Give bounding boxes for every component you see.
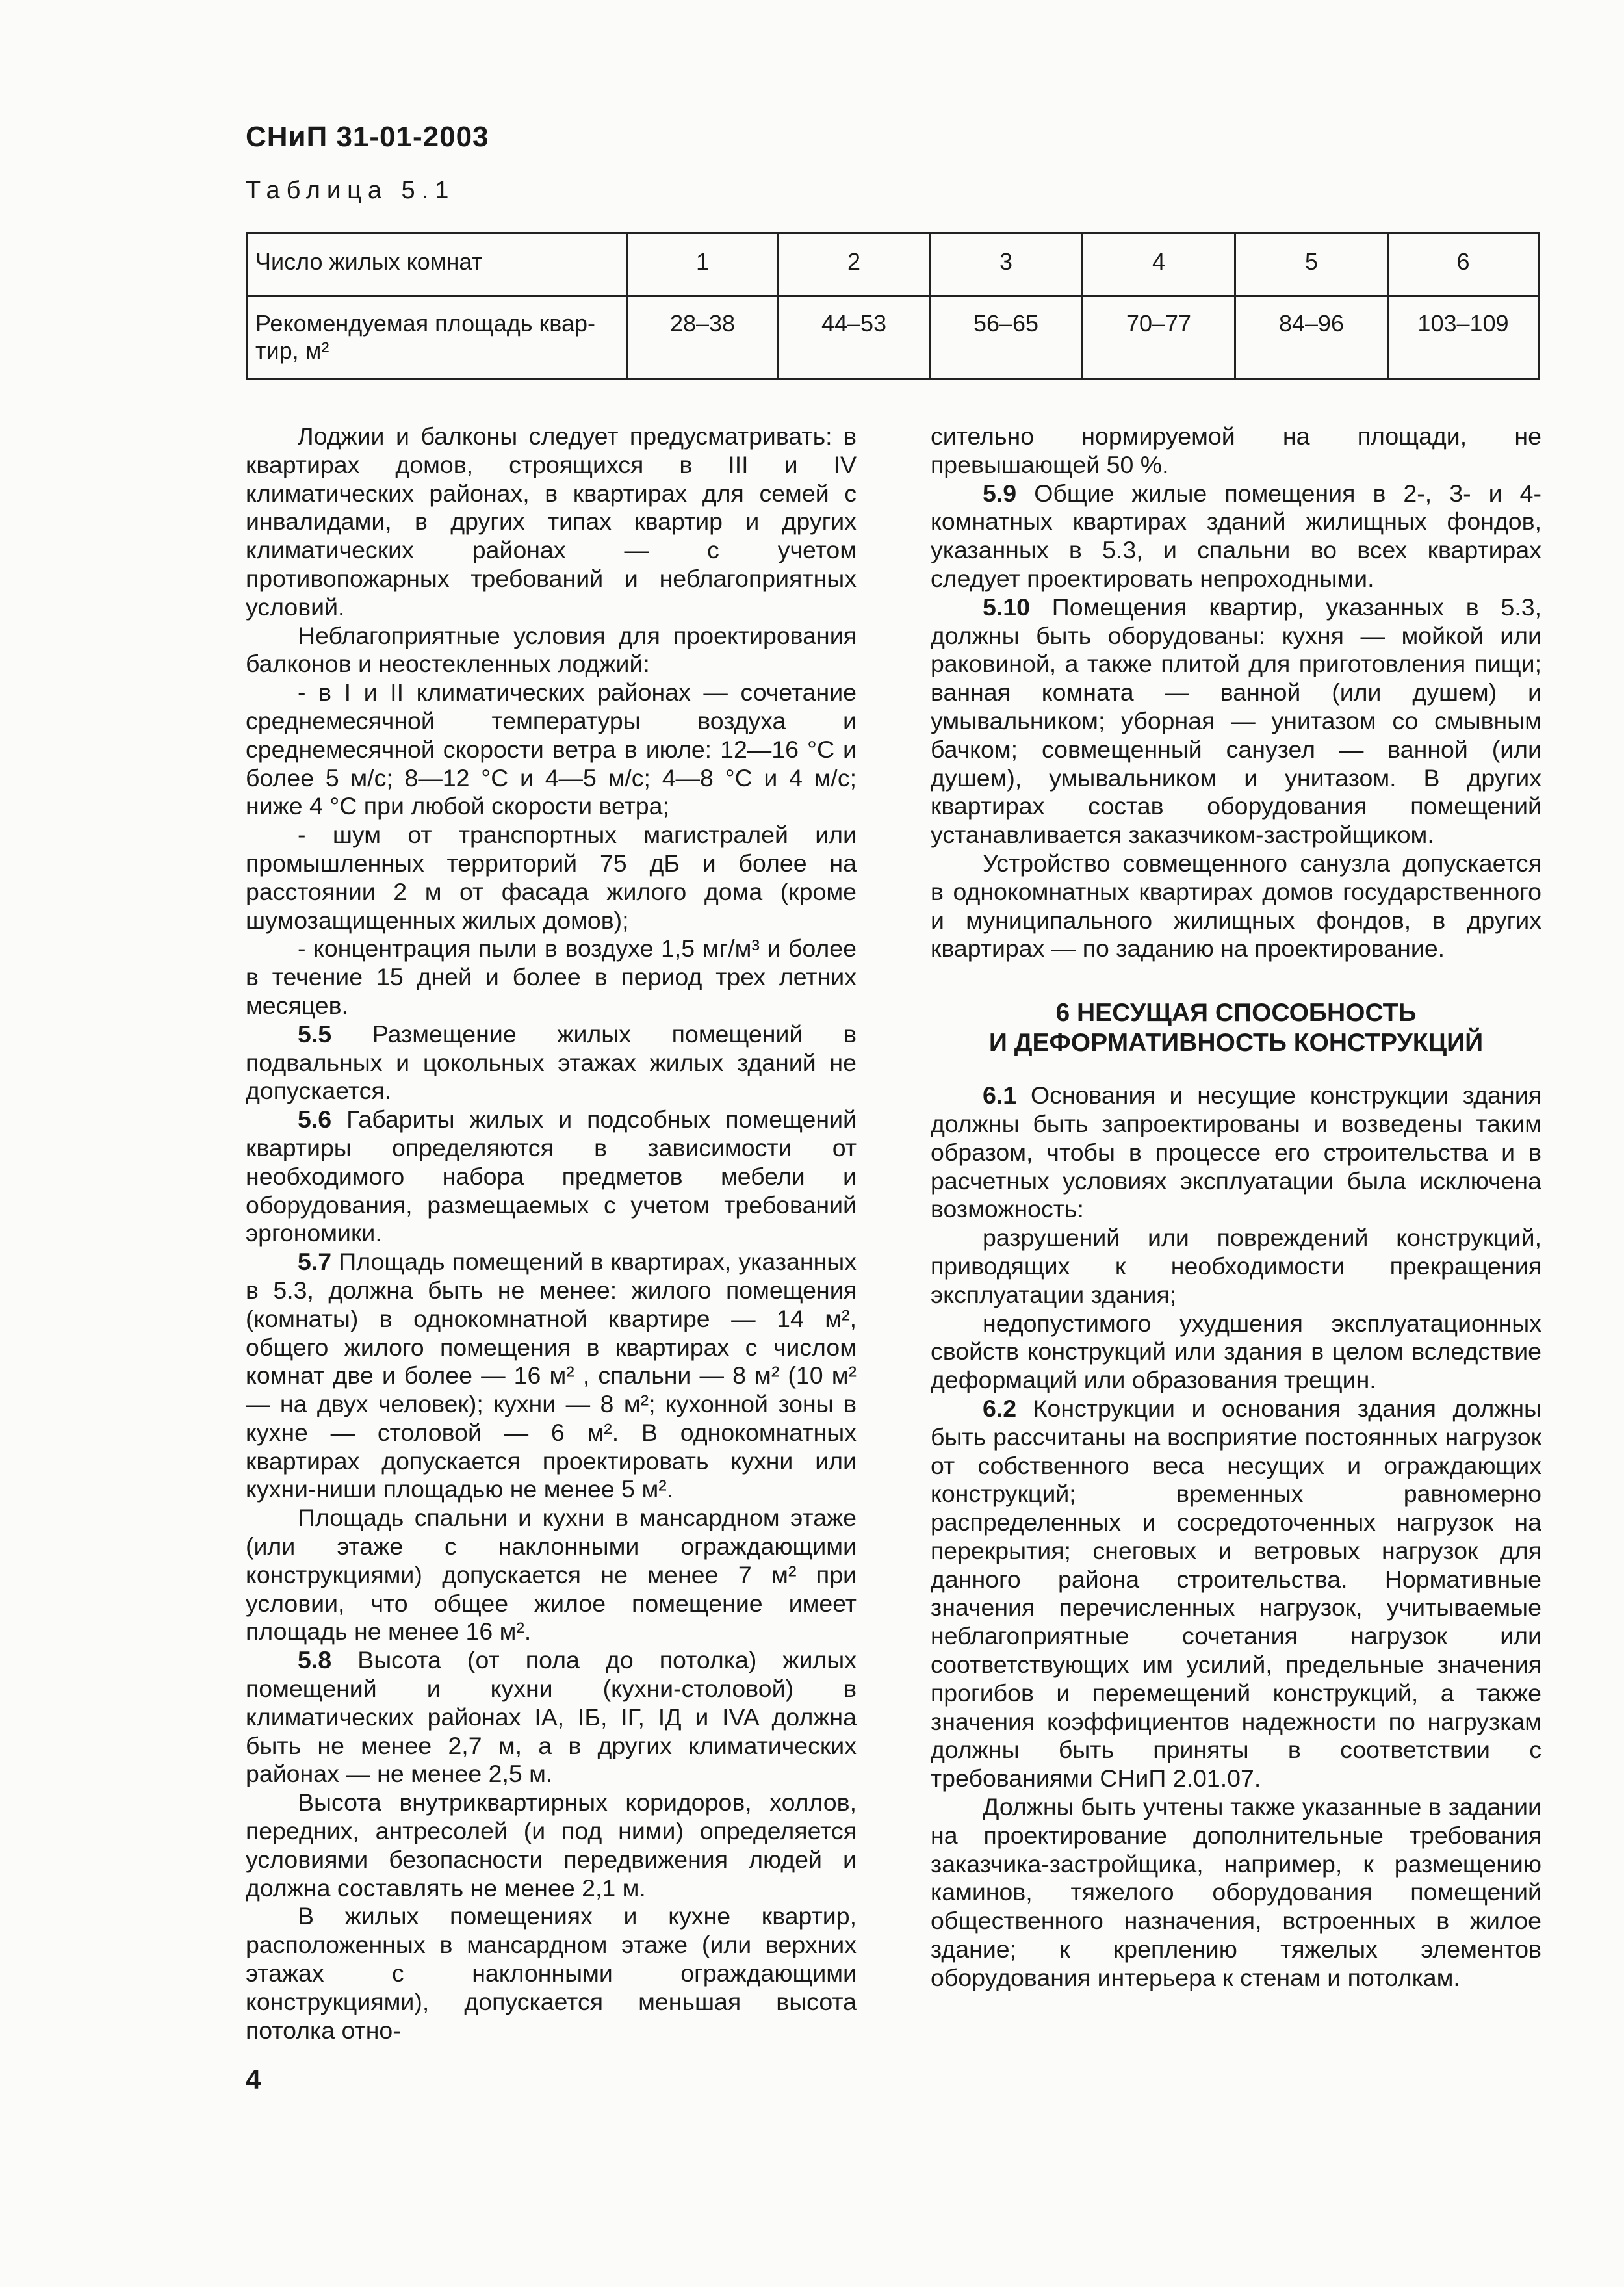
rooms-area-table [246,232,1540,380]
clause-5-6 [246,1105,857,1248]
table-cell: 2 [779,233,930,296]
clause-number: 5.7 [298,1248,332,1276]
section-heading-line1: 6 НЕСУЩАЯ СПОСОБНОСТЬ [1055,999,1417,1027]
paragraph: В жилых помещениях и кухне квартир, расположенных в мансардном этаже (или верхних этажах с наклонными ограждающими конструкциями), допускается меньшая высота потолка отно- [246,1902,857,2044]
paragraph: Площадь спальни и кухни в мансардном этаже (или этаже с наклонными ограждающими конструкциями) допускается не менее 7 м² при условии, что общее жилое помещение имеет площадь не менее 16 м². [246,1504,857,1646]
clause-text: Конструкции и основания здания должны быть рассчитаны на восприятие постоянных нагрузок от собственного веса несущих и ограждающих конструкций; временных равномерно распределенных и сосредоточенных нагрузок на перекрытия; снеговых и ветровых нагрузок для данного района строительства. Нормативные значения перечисленных нагрузок, учитываемые неблагоприятные сочетания нагрузок или соответствующих им усилий, предельные значения прогибов и перемещений конструкций, а также значения коэффициентов надежности по нагрузкам должны быть приняты в соответствии с требованиями СНиП 2.01.07. [931,1394,1541,1792]
paragraph: разрушений или повреждений конструкций, приводящих к необходимости прекращения эксплуатации здания; [931,1224,1541,1308]
table-cell: 5 [1235,233,1388,296]
table-cell: 6 [1388,233,1539,296]
table-cell: 3 [930,233,1083,296]
table-cell: 84–96 [1235,296,1388,379]
row-label-area: Рекомендуемая площадь квар-тир, м² [247,296,627,379]
list-item: - шум от транспортных магистралей или промышленных территорий 75 дБ и более на расстоянии 2 м от фасада жилого дома (кроме шумозащищенных жилых домов); [246,821,857,934]
clause-number: 6.1 [983,1081,1017,1109]
clause-text: Основания и несущие конструкции здания должны быть запроектированы и возведены таким образом, чтобы в процессе его строительства и в расчетных условиях эксплуатации была исключена возможность: [931,1081,1541,1223]
table-cell: 44–53 [779,296,930,379]
section-heading [931,998,1541,1058]
list-item: - в I и II климатических районах — сочетание среднемесячной температуры воздуха и среднемесячной скорости ветра в июле: 12—16 °С и более 5 м/с; 8—12 °С и 4—5 м/с; 4—8 °С и 4 м/с; ниже 4 °С при любой скорости ветра; [246,678,857,820]
list-item: - концентрация пыли в воздухе 1,5 мг/м³ и более в течение 15 дней и более в период трех летних месяцев. [246,935,857,1019]
clause-text: Размещение жилых помещений в подвальных и цокольных этажах жилых зданий не допускается. [246,1020,857,1105]
table-caption: Таблица 5.1 [246,177,456,204]
paragraph: Высота внутриквартирных коридоров, холлов, передних, антресолей (и под ними) определяется условиями безопасности передвижения людей и должна составлять не менее 2,1 м. [246,1789,857,1902]
paragraph: Должны быть учтены также указанные в задании на проектирование дополнительные требования заказчика-застройщика, например, к размещению каминов, тяжелого оборудования помещений общественного назначения, встроенных в жилое здание; к креплению тяжелых элементов оборудования интерьера к стенам и потолкам. [931,1793,1541,1991]
clause-5-8 [246,1646,857,1789]
clause-text: Площадь помещений в квартирах, указанных в 5.3, должна быть не менее: жилого помещения (комнаты) в однокомнатной квартире — 14 м², общего жилого помещения в квартирах с числом комнат две и более — 16 м² , спальни — 8 м² (10 м² — на двух человек); кухни — 8 м²; кухонной зоны в кухне — столовой — 6 м². В однокомнатных квартирах допускается проектировать кухни или кухни-ниши площадью не менее 5 м². [246,1248,857,1503]
clause-5-5 [246,1020,857,1105]
clause-number: 5.6 [298,1105,332,1133]
table-row [247,296,1539,379]
table-row [247,233,1539,296]
table-cell: 1 [627,233,779,296]
page-number: 4 [246,2064,261,2095]
clause-number: 6.2 [983,1394,1017,1422]
table-cell: 56–65 [930,296,1083,379]
clause-5-9 [931,480,1541,593]
paragraph: Неблагоприятные условия для проектирования балконов и неостекленных лоджий: [246,621,857,678]
clause-text: Помещения квартир, указанных в 5.3, должны быть оборудованы: кухня — мойкой или раковиной, а также плитой для приготовления пищи; ванная комната — ванной (или душем) и умывальником; уборная — унитазом со смывным бачком; совмещенный санузел — ванной (или душем), умывальником и унитазом. В других квартирах состав оборудования помещений устанавливается заказчиком-застройщиком. [931,593,1541,849]
clause-5-10 [931,593,1541,849]
right-column [931,422,1541,1993]
left-column [246,422,857,2045]
paragraph: сительно нормируемой на площади, не превышающей 50 %. [931,422,1541,478]
clause-text: Габариты жилых и подсобных помещений квартиры определяются в зависимости от необходимого набора предметов мебели и оборудования, размещаемых с учетом требований эргономики. [246,1105,857,1247]
table-cell: 28–38 [627,296,779,379]
section-heading-line2: И ДЕФОРМАТИВНОСТЬ КОНСТРУКЦИЙ [988,1029,1484,1057]
document-code: СНиП 31-01-2003 [246,121,489,153]
table-cell: 4 [1083,233,1235,296]
clause-6-2 [931,1395,1541,1793]
clause-number: 5.9 [983,479,1017,507]
clause-text: Высота (от пола до потолка) жилых помещений и кухни (кухни-столовой) в климатических районах IA, IБ, IГ, IД и IVA должна быть не менее 2,7 м, а в других климатических районах — не менее 2,5 м. [246,1646,857,1788]
paragraph: Устройство совмещенного санузла допускается в однокомнатных квартирах домов государственного и муниципального жилищных фондов, в других квартирах — по заданию на проектирование. [931,849,1541,963]
clause-number: 5.10 [983,593,1030,621]
row-label-rooms: Число жилых комнат [247,233,627,296]
table-cell: 103–109 [1388,296,1539,379]
paragraph: недопустимого ухудшения эксплуатационных свойств конструкций или здания в целом вследствие деформаций или образования трещин. [931,1309,1541,1394]
clause-number: 5.8 [298,1646,332,1674]
clause-6-1 [931,1081,1541,1224]
clause-text: Общие жилые помещения в 2-, 3- и 4-комнатных квартирах зданий жилищных фондов, указанных в 5.3, и спальни во всех квартирах следует проектировать непроходными. [931,479,1541,592]
clause-number: 5.5 [298,1020,332,1048]
paragraph: Лоджии и балконы следует предусматривать: в квартирах домов, строящихся в III и IV климатических районах, в квартирах для семей с инвалидами, в других типах квартир и других климатических районах — с учетом противопожарных требований и неблагоприятных условий. [246,422,857,621]
clause-5-7 [246,1248,857,1504]
table-cell: 70–77 [1083,296,1235,379]
